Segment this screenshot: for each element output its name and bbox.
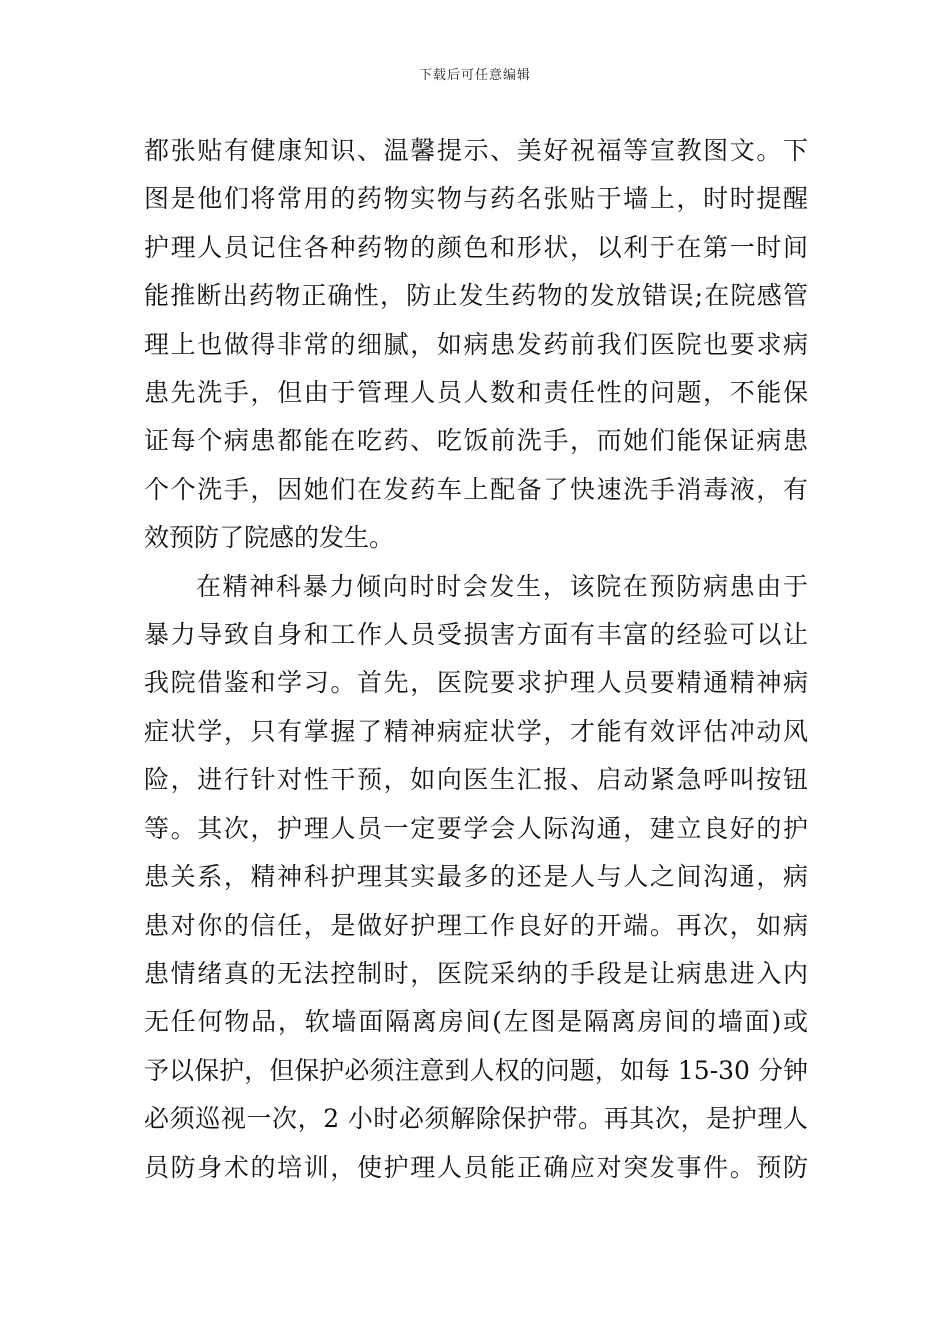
text-line: 必须巡视一次，2 小时必须解除保护带。再其次，是护理人	[144, 1104, 808, 1134]
paragraph-1	[144, 127, 808, 563]
text-line: 等。其次，护理人员一定要学会人际沟通，建立良好的护	[144, 813, 808, 843]
text-line: 护理人员记住各种药物的颜色和形状，以利于在第一时间	[144, 232, 808, 262]
document-body	[144, 127, 808, 1192]
text-line: 暴力导致自身和工作人员受损害方面有丰富的经验可以让	[144, 620, 808, 650]
text-line: 效预防了院感的发生。	[144, 523, 395, 553]
text-line: 症状学，只有掌握了精神病症状学，才能有效评估冲动风	[144, 716, 808, 746]
text-line: 予以保护，但保护必须注意到人权的问题，如每 15-30 分钟	[144, 1055, 808, 1085]
text-line: 患关系，精神科护理其实最多的还是人与人之间沟通，病	[144, 862, 808, 892]
text-line: 理上也做得非常的细腻，如病患发药前我们医院也要求病	[144, 329, 808, 359]
text-line: 都张贴有健康知识、温馨提示、美好祝福等宣教图文。下	[144, 136, 808, 165]
text-line: 能推断出药物正确性，防止发生药物的发放错误;在院感管	[144, 281, 808, 311]
text-line: 患对你的信任，是做好护理工作良好的开端。再次，如病	[144, 910, 808, 940]
page-header-note: 下载后可任意编辑	[418, 68, 531, 83]
text-line: 在精神科暴力倾向时时会发生，该院在预防病患由于	[196, 571, 808, 601]
paragraph-2	[144, 563, 808, 1192]
text-line: 图是他们将常用的药物实物与药名张贴于墙上，时时提醒	[144, 184, 808, 214]
text-line: 患情绪真的无法控制时，医院采纳的手段是让病患进入内	[144, 958, 808, 988]
text-line: 患先洗手，但由于管理人员人数和责任性的问题，不能保	[144, 378, 808, 408]
text-line: 无任何物品，软墙面隔离房间(左图是隔离房间的墙面)或	[144, 1007, 808, 1037]
text-line: 证每个病患都能在吃药、吃饭前洗手，而她们能保证病患	[144, 426, 808, 456]
text-line: 个个洗手，因她们在发药车上配备了快速洗手消毒液，有	[144, 474, 808, 504]
text-line: 员防身术的培训，使护理人员能正确应对突发事件。预防	[144, 1152, 808, 1182]
text-line: 险，进行针对性干预，如向医生汇报、启动紧急呼叫按钮	[144, 765, 808, 795]
text-line: 我院借鉴和学习。首先，医院要求护理人员要精通精神病	[144, 668, 808, 698]
